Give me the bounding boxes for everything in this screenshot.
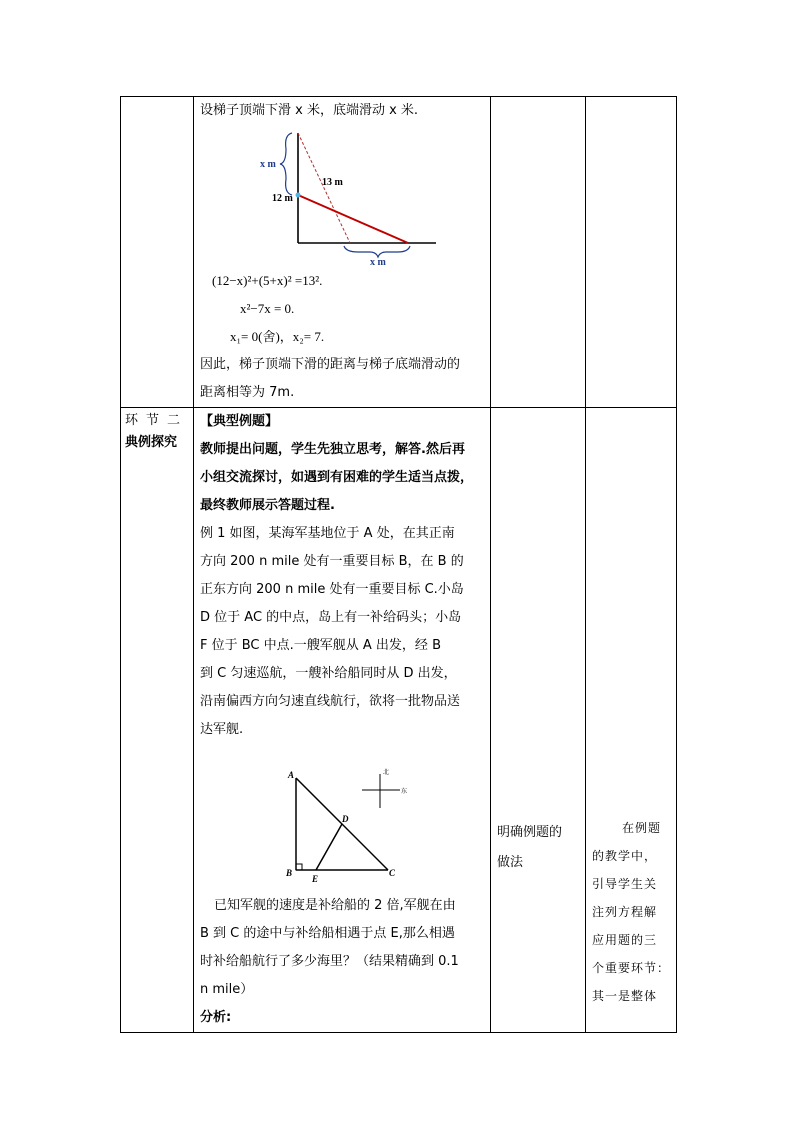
instruction-line-1: 教师提出问题，学生先独立思考，解答.然后再 <box>200 442 465 457</box>
lesson-plan-table <box>120 96 677 1033</box>
equation-3: x₁= 0(舍)，x₂= 7. <box>230 329 325 344</box>
label-13m: 13 m <box>322 177 343 188</box>
section-heading: 【典型例题】 <box>200 414 279 429</box>
question-line: n mile） <box>200 982 254 997</box>
north-label: 北 <box>383 769 390 776</box>
conclusion-line-1: 因此，梯子顶端下滑的距离与梯子底端滑动的 <box>200 357 461 372</box>
instruction-line-2: 小组交流探讨，如遇到有困难的学生适当点拨， <box>200 470 474 485</box>
example-line: F 位于 BC 中点.一艘军舰从 A 出发，经 B <box>200 638 441 653</box>
example-line: 到 C 匀速巡航，一艘补给船同时从 D 出发， <box>200 666 457 681</box>
question-line: B 到 C 的途中与补给船相遇于点 E,那么相遇 <box>200 926 455 941</box>
equation-2: x²−7x = 0. <box>240 301 295 316</box>
point-B: B <box>286 868 293 878</box>
intent-line-1: 明确例题的 <box>497 825 563 840</box>
point-C: C <box>389 868 396 878</box>
east-label: 东 <box>401 788 408 795</box>
label-12m: 12 m <box>272 193 293 204</box>
label-xm-bottom: x m <box>370 257 386 267</box>
triangle-figure <box>280 762 420 888</box>
intent-line-2: 做法 <box>497 855 524 870</box>
point-A: A <box>288 770 295 780</box>
example-line: 例 1 如图，某海军基地位于 A 处，在其正南 <box>200 526 455 541</box>
intro-text: 设梯子顶端下滑 x 米，底端滑动 x 米. <box>200 103 419 118</box>
point-D: D <box>342 814 349 824</box>
label-xm-left: x m <box>260 159 276 170</box>
note-line: 的教学中， <box>592 849 658 863</box>
example-line: 方向 200 n mile 处有一重要目标 B，在 B 的 <box>200 554 464 569</box>
stage-label-line-1: 环节二 <box>125 413 189 428</box>
question-line: 时补给船航行了多少海里？（结果精确到 0.1 <box>200 954 459 969</box>
note-line: 个重要环节： <box>592 961 671 975</box>
note-line: 应用题的三 <box>592 933 658 947</box>
conclusion-line-2: 距离相等为 7m. <box>200 385 295 400</box>
example-line: 达军舰. <box>200 722 244 737</box>
content-cell <box>194 97 491 408</box>
content-cell <box>194 408 491 1033</box>
example-line: 沿南偏西方向匀速直线航行，欲将一批物品送 <box>200 694 461 709</box>
note-line: 其一是整体 <box>592 989 658 1003</box>
point-E: E <box>312 874 319 884</box>
intent-cell <box>491 408 586 1033</box>
equation-1: (12−x)²+(5+x)² =13². <box>212 273 323 288</box>
table-row <box>121 408 677 1033</box>
note-cell <box>586 408 677 1033</box>
note-line: 注列方程解 <box>592 905 658 919</box>
instruction-line-3: 最终教师展示答题过程. <box>200 498 335 513</box>
example-line: D 位于 AC 的中点，岛上有一补给码头；小岛 <box>200 610 462 625</box>
table-row <box>121 97 677 408</box>
note-cell-empty <box>586 97 677 408</box>
intent-cell-empty <box>491 97 586 408</box>
example-line: 正东方向 200 n mile 处有一重要目标 C.小岛 <box>200 582 464 597</box>
note-line: 在例题 <box>622 821 662 835</box>
stage-cell-empty <box>121 97 194 408</box>
ladder-figure <box>252 127 442 267</box>
analysis-label: 分析: <box>200 1010 232 1025</box>
note-line: 引导学生关 <box>592 877 658 891</box>
stage-label-line-2: 典例探究 <box>125 435 178 450</box>
stage-cell <box>121 408 194 1033</box>
question-line: 已知军舰的速度是补给船的 2 倍,军舰在由 <box>214 898 456 913</box>
